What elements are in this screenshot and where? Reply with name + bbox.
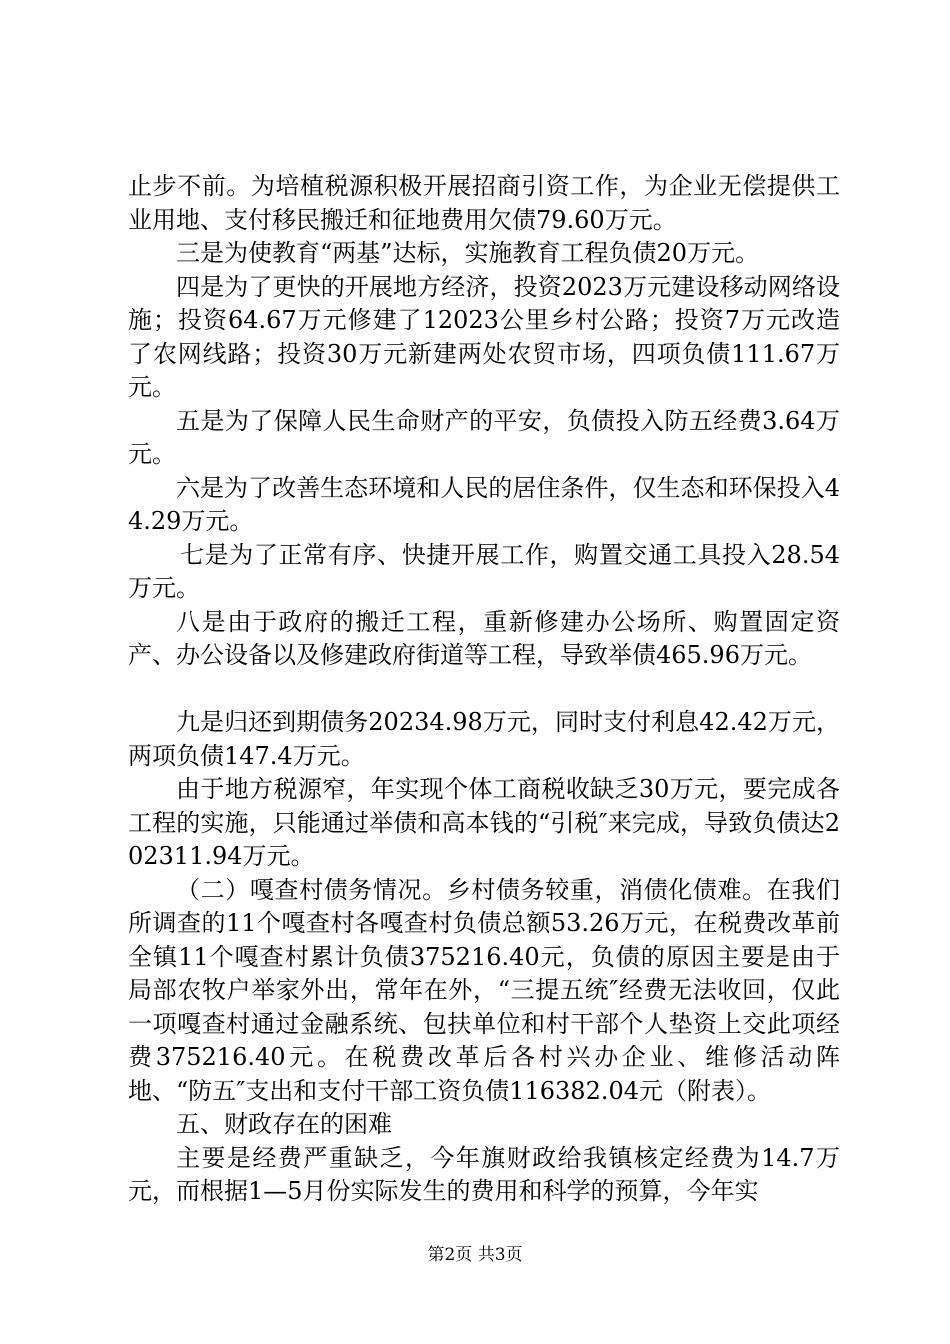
paragraph-education-debt: 三是为使教育“两基”达标，实施教育工程负债20万元。 xyxy=(176,239,760,267)
paragraph-village-debt: （二）嘎查村债务情况。乡村债务较重，消债化债难。在我们所调查的11个嘎查村各嘎查村负债总额53.26万元，在税费改革前全镇11个嘎查村累计负债375216.40元，负债的原因主要是由于局部农牧户举家外出，常年在外，“三提五统″经费无法收回，仅此一项嘎查村通过金融系统、包扶单位和村干部个人垫资上交此项经费375216.40元。在税费改革后各村兴办企业、维修活动阵地、“防五″支出和支付干部工资负债116382.04元（附表）。 xyxy=(128,875,840,1105)
document-body xyxy=(128,170,840,1209)
paragraph-repayment-debt: 九是归还到期债务20234.98万元，同时支付利息42.42万元，两项负债147.4万元。 xyxy=(128,708,840,770)
paragraph-spacer xyxy=(128,673,840,707)
page-number-footer: 第2页 共3页 xyxy=(427,1245,523,1265)
paragraph-transport-debt: 七是为了正常有序、快捷开展工作，购置交通工具投入28.54万元。 xyxy=(128,540,840,602)
paragraph-tax-source: 由于地方税源窄，年实现个体工商税收缺乏30万元，要完成各工程的实施，只能通过举债和高本钱的“引税″来完成，导致负债达202311.94万元。 xyxy=(128,775,840,870)
section-heading-difficulties: 五、财政存在的困难 xyxy=(176,1110,392,1138)
paragraph-economy-debt: 四是为了更快的开展地方经济，投资2023万元建设移动网络设施；投资64.67万元修建了12023公里乡村公路；投资7万元改造了农网线路；投资30万元新建两处农贸市场，四项负债111.67万元。 xyxy=(128,272,840,401)
paragraph-environment-debt: 六是为了改善生态环境和人民的居住条件，仅生态和环保投入44.29万元。 xyxy=(128,473,840,535)
paragraph-funding-shortage: 主要是经费严重缺乏，今年旗财政给我镇核定经费为14.7万元，而根据1—5月份实际发生的费用和科学的预算，今年实 xyxy=(128,1143,840,1205)
paragraph-investment-debt: 止步不前。为培植税源积极开展招商引资工作，为企业无偿提供工业用地、支付移民搬迁和征地费用欠债79.60万元。 xyxy=(128,172,840,234)
paragraph-relocation-debt: 八是由于政府的搬迁工程，重新修建办公场所、购置固定资产、办公设备以及修建政府街道等工程，导致举债465.96万元。 xyxy=(128,607,840,669)
paragraph-safety-debt: 五是为了保障人民生命财产的平安，负债投入防五经费3.64万元。 xyxy=(128,406,840,468)
